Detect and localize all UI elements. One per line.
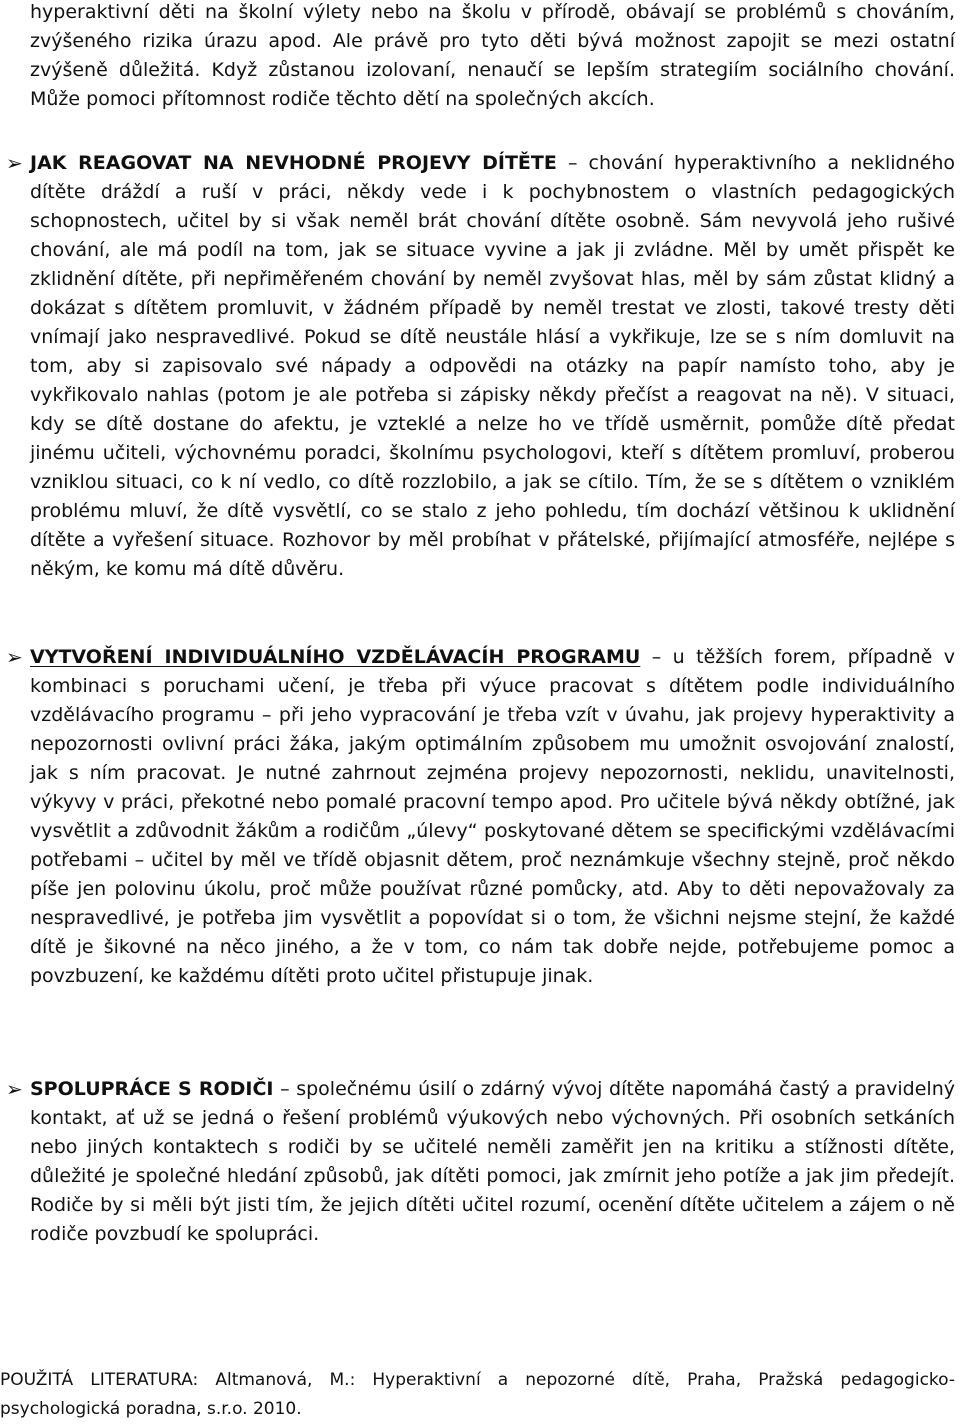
section-heading: SPOLUPRÁCE S RODIČI [30,1078,274,1100]
literature-reference: POUŽITÁ LITERATURA: Altmanová, M.: Hyperaktivní a nepozorné dítě, Praha, Pražská pedagogicko-psychologická poradna, s.r.o. 2010. [0,1370,955,1419]
section-body: – společnému úsilí o zdárný vývoj dítěte napomáhá častý a pravidelný kontakt, ať už se jedná o řešení problémů výukových nebo výchovných. Při osobních setkáních nebo jiných kontaktech s rodiči by se učitelé neměli zaměřit jen na kritiku a stížnosti dítěte, důležité je společné hledání způsobů, jak dítěti pomoci, jak zmírnit jeho potíže a jak jim předejít. Rodiče by si měli být jisti tím, že jejich dítěti učitel rozumí, ocenění dítěte učitelem a zájem o ně rodiče povzbudí ke spolupráci. [30,1078,955,1245]
section-heading: JAK REAGOVAT NA NEVHODNÉ PROJEVY DÍTĚTE [30,152,557,174]
section-ivp [30,643,955,991]
section-body: – chování hyperaktivního a neklidného dítěte dráždí a ruší v práci, někdy vede i k pochybnostem o vlastních pedagogických schopnostech, učitel by si však neměl brát chování dítěte osobně. Sám nevyvolá jeho rušivé chování, ale má podíl na tom, jak se situace vyvine a jak ji zvládne. Měl by umět přispět ke zklidnění dítěte, při nepřiměřeném chování by neměl zvyšovat hlas, měl by sám zůstat klidný a dokázat s dítětem promluvit, v žádném případě by neměl trestat ve zlosti, takové tresty děti vnímají jako nespravedlivé. Pokud se dítě neustále hlásí a vykřikuje, lze se s ním domluvit na tom, aby si zapisovalo své nápady a odpovědi na otázky na papír namísto toho, aby je vykřikovalo nahlas (potom je ale potřeba si zápisky někdy přečíst a reagovat na ně). V situaci, kdy se dítě dostane do afektu, je vzteklé a nelze ho ve třídě usměrnit, pomůže dítě předat jinému učiteli, výchovnému poradci, školnímu psychologovi, kteří s dítětem promluví, proberou vzniklou situaci, co k ní vedlo, co dítě rozzlobilo, a jak se cítilo. Tím, že se s dítětem o vzniklém problému mluví, že dítě vysvětlí, co se stalo z jeho pohledu, tím dochází většinou k uklidnění dítěte a vyřešení situace. Rozhovor by měl probíhat v přátelské, přijímající atmosféře, nejlépe s někým, ke komu má dítě důvěru. [30,152,955,580]
intro-paragraph: hyperaktivní děti na školní výlety nebo na školu v přírodě, obávají se problémů s chováním, zvýšeného rizika úrazu apod. Ale právě pro tyto děti bývá možnost zapojit se mezi ostatní zvýšeně důležitá. Když zůstanou izolovaní, nenaučí se lepším strategiím sociálního chování. Může pomoci přítomnost rodiče těchto dětí na společných akcích. [30,1,955,110]
section-heading: VYTVOŘENÍ INDIVIDUÁLNÍHO VZDĚLÁVACÍH PROGRAMU [30,646,641,668]
bullet-arrow-icon: ➢ [6,151,23,175]
section-body: – u těžších forem, případně v kombinaci s poruchami učení, je třeba při výuce pracovat s dítětem podle individuálního vzdělávacího programu – při jeho vypracování je třeba vzít v úvahu, jak projevy hyperaktivity a nepozornosti ovlivní práci žáka, jakým optimálním způsobem mu umožnit osvojování znalostí, jak s ním pracovat. Je nutné zahrnout zejména projevy nepozornosti, neklidu, unavitelnosti, výkyvy v práci, překotné nebo pomalé pracovní tempo apod. Pro učitele bývá někdy obtížné, jak vysvětlit a zdůvodnit žákům a rodičům „úlevy“ poskytované dětem se specifickými vzdělávacími potřebami – učitel by měl ve třídě objasnit dětem, proč neznámkuje všechny stejně, proč někdo píše jen polovinu úkolu, proč může používat různé pomůcky, atd. Aby to děti nepovažovaly za nespravedlivé, je potřeba jim vysvětlit a popovídat si o tom, že všichni nejsme stejní, že každé dítě je šikovné na něco jiného, a že v tom, co nám tak dobře nejde, potřebujeme pomoc a povzbuzení, ke každému dítěti proto učitel přistupuje jinak. [30,646,955,987]
section-spoluprace [30,1075,955,1249]
bullet-arrow-icon: ➢ [6,645,23,669]
bullet-arrow-icon: ➢ [6,1077,23,1101]
section-reagovat [30,149,955,584]
